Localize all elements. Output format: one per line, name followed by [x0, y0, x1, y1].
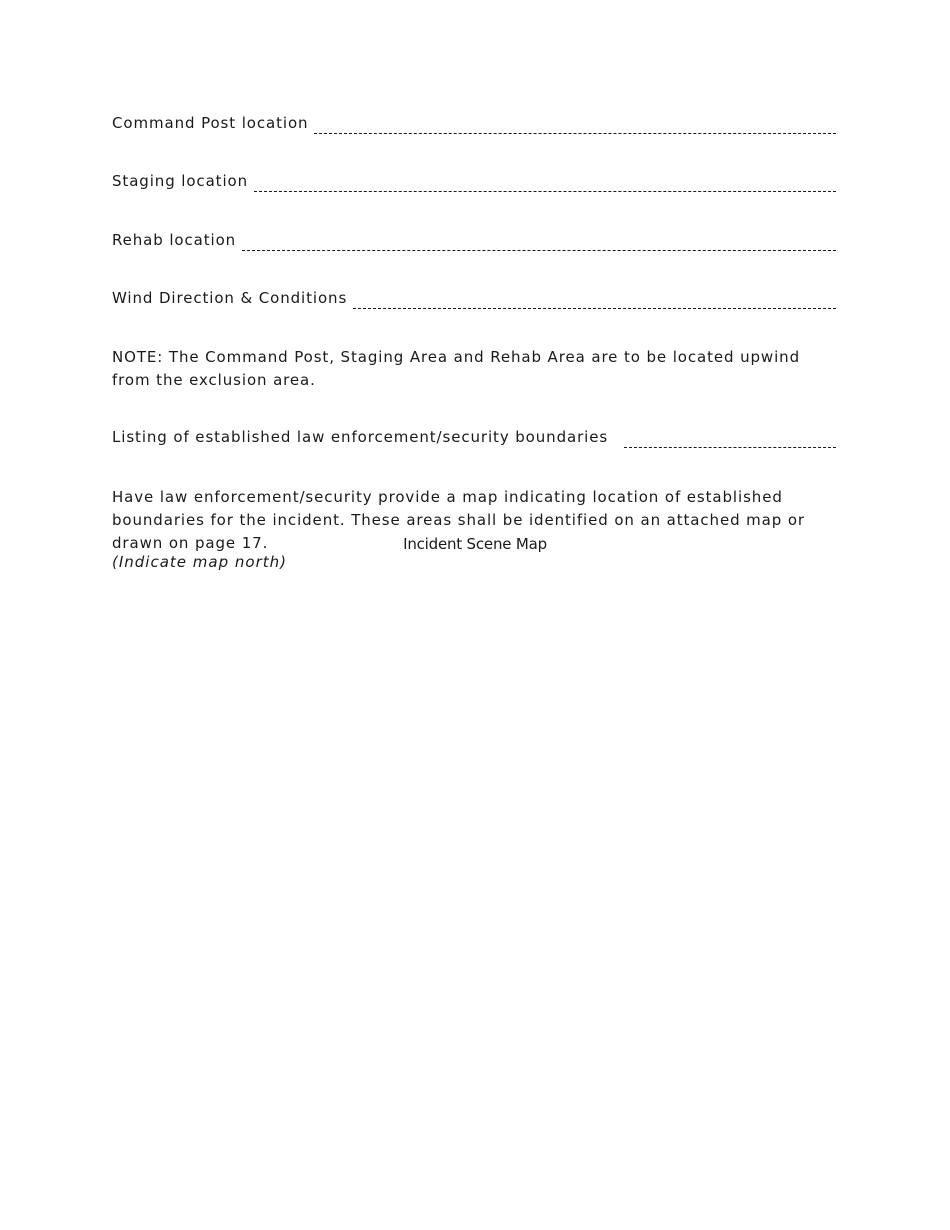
boundaries-listing-field[interactable] [112, 428, 836, 446]
upwind-note: NOTE: The Command Post, Staging Area and Rehab Area are to be located upwind from the exclusion area. [112, 348, 800, 389]
command-post-field[interactable] [112, 114, 836, 132]
map-drawing-area[interactable] [112, 585, 836, 1145]
wind-label: Wind Direction & Conditions [112, 289, 348, 307]
staging-field[interactable] [112, 172, 836, 190]
map-north-note: (Indicate map north) [112, 553, 287, 571]
rehab-field[interactable] [112, 231, 836, 249]
map-title: Incident Scene Map [403, 535, 547, 553]
wind-blank-line[interactable] [353, 307, 836, 309]
command-post-label: Command Post location [112, 114, 309, 132]
boundaries-listing-blank-line[interactable] [624, 446, 836, 448]
rehab-blank-line[interactable] [242, 249, 836, 251]
command-post-blank-line[interactable] [314, 132, 836, 134]
staging-label: Staging location [112, 172, 248, 190]
wind-field[interactable] [112, 289, 836, 307]
boundaries-listing-label: Listing of established law enforcement/security boundaries [112, 428, 609, 446]
staging-blank-line[interactable] [254, 190, 836, 192]
rehab-label: Rehab location [112, 231, 237, 249]
map-instruction: Have law enforcement/security provide a map indicating location of established boundaries for the incident. These areas shall be identified on an attached map or drawn on page 17. [112, 488, 806, 552]
